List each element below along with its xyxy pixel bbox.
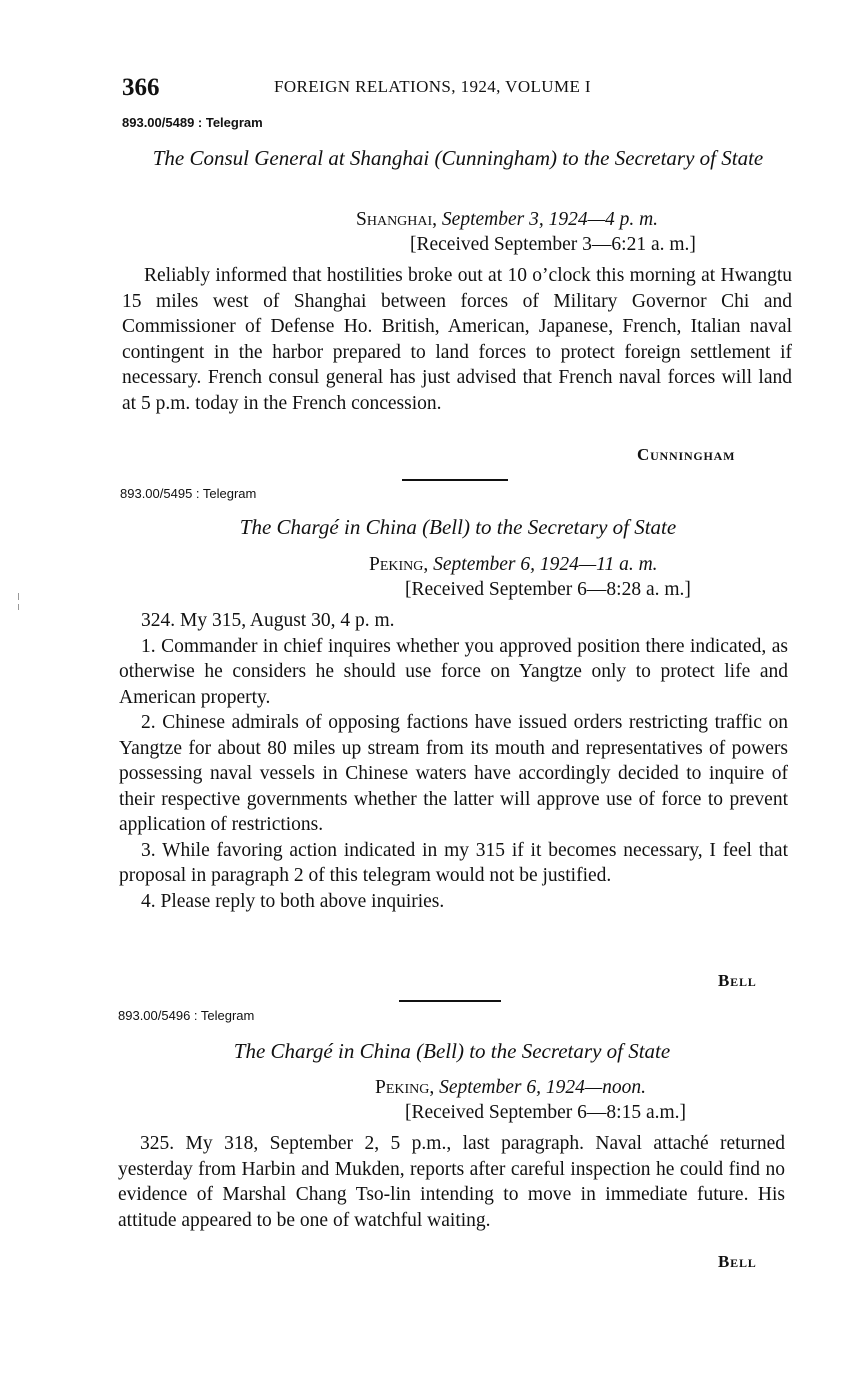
paragraph: Reliably informed that hostilities broke out at 10 o’clock this morning at Hwangtu 15 miles west of Shanghai between forces of Military Governor Chi and Commissioner of Defense Ho. British, American, Japanese, French, Italian naval contingent in the harbor prepared to land forces to protect foreign settlement if necessary. French consul general has just advised that French naval forces will land at 5 p.m. today in the French concession.: [122, 265, 792, 414]
running-head: FOREIGN RELATIONS, 1924, VOLUME I: [274, 77, 591, 96]
paragraph: 325. My 318, September 2, 5 p.m., last paragraph. Naval attaché returned yesterday from Harbin and Mukden, reports after careful inspection he could find no evidence of Marshal Chang Tso-lin intending to move in immediate future. His attitude appeared to be one of watchful waiting.: [118, 1133, 785, 1231]
paragraph: 4. Please reply to both above inquiries.: [141, 890, 445, 912]
signature: Cunningham: [637, 445, 736, 464]
dateline-date: September 3, 1924—4 p. m.: [441, 209, 659, 230]
dateline: Shanghai, September 3, 1924—4 p. m.: [356, 209, 659, 230]
paragraph: 1. Commander in chief inquires whether you approved position there indicated, as otherwise he considers he should use force on Yangtze only to protect life and American property.: [119, 635, 788, 708]
paragraph: 324. My 315, August 30, 4 p. m.: [141, 610, 395, 631]
received-line: [Received September 6—8:15 a.m.]: [405, 1102, 687, 1123]
dateline: Peking, September 6, 1924—noon.: [375, 1077, 647, 1098]
signature: Bell: [718, 971, 757, 990]
document-title: The Chargé in China (Bell) to the Secretary of State: [239, 515, 677, 539]
document-title: The Chargé in China (Bell) to the Secretary of State: [233, 1039, 671, 1063]
section-divider: [402, 479, 508, 481]
dateline-place: Shanghai: [356, 209, 433, 230]
document-title: The Consul General at Shanghai (Cunningham) to the Secretary of State: [152, 146, 764, 170]
paragraph: 3. While favoring action indicated in my 315 if it becomes necessary, I feel that proposal in paragraph 2 of this telegram would not be justified.: [119, 839, 788, 886]
telegram-body: [118, 1131, 785, 1233]
signature: Bell: [718, 1252, 757, 1271]
page-number: 366: [122, 74, 160, 101]
file-reference: 893.00/5496 : Telegram: [118, 1008, 255, 1023]
section-divider: [399, 1000, 501, 1002]
telegram-body: [122, 263, 792, 416]
scan-mark: [18, 593, 19, 600]
file-reference: 893.00/5489 : Telegram: [122, 115, 263, 130]
dateline: Peking, September 6, 1924—11 a. m.: [369, 554, 658, 575]
scan-mark: [18, 604, 19, 610]
dateline-date: September 6, 1924—noon.: [439, 1077, 647, 1098]
dateline-place: Peking: [369, 554, 424, 575]
received-line: [Received September 6—8:28 a. m.]: [405, 579, 691, 600]
file-reference: 893.00/5495 : Telegram: [120, 486, 257, 501]
telegram-body: [119, 608, 788, 914]
received-line: [Received September 3—6:21 a. m.]: [410, 234, 696, 255]
paragraph: 2. Chinese admirals of opposing factions have issued orders restricting traffic on Yangtze for about 80 miles up stream from its mouth and representatives of powers possessing naval vessels in Chinese waters have accordingly decided to inquire of their respective governments whether the latter will approve use of force to prevent application of restrictions.: [119, 712, 788, 835]
dateline-date: September 6, 1924—11 a. m.: [433, 554, 658, 575]
dateline-place: Peking: [375, 1077, 430, 1098]
